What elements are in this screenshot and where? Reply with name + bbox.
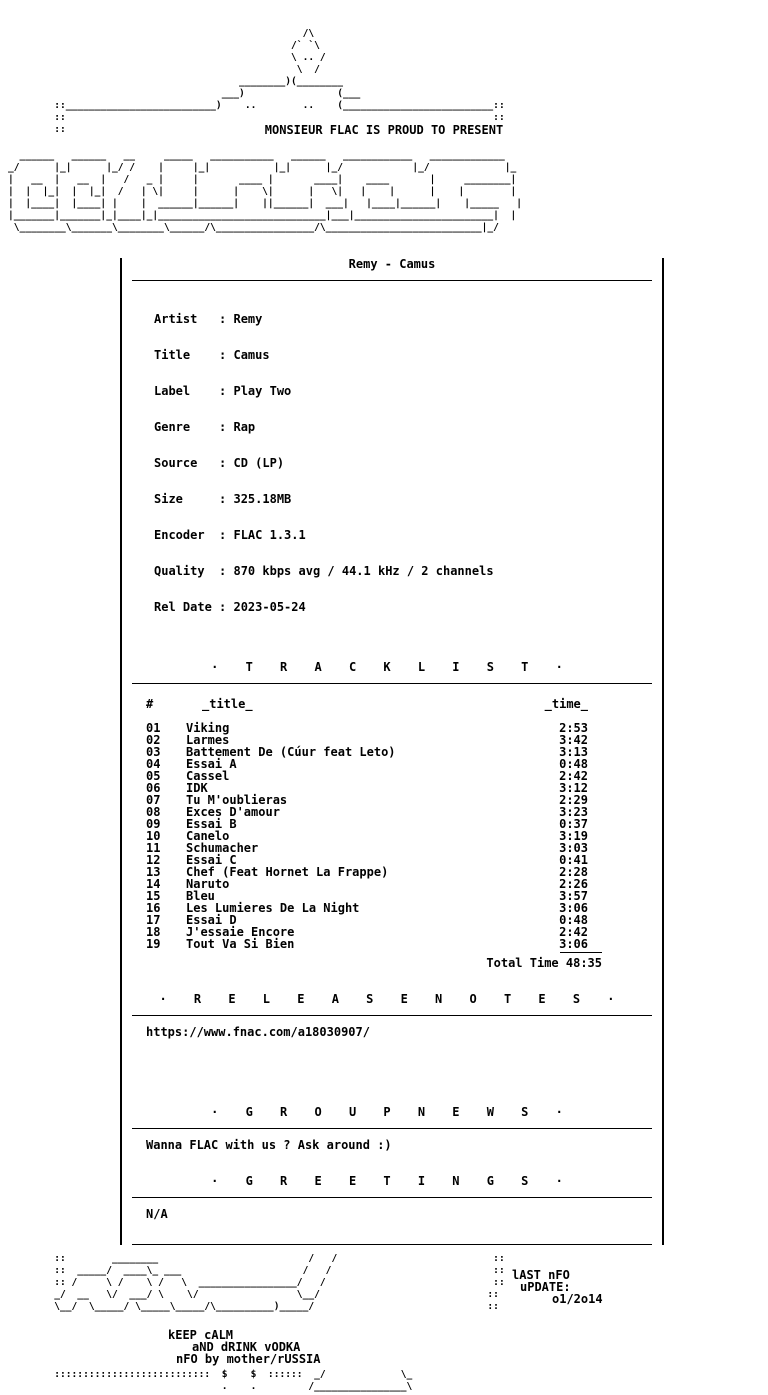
track-number: 07 xyxy=(146,793,161,807)
track-title: Battement De (Cúur feat Leto) xyxy=(186,745,396,759)
track-time: 2:42 xyxy=(559,769,588,783)
footer-bottom-art: ::::::::::::::::::::::::::: $ $ :::::: _/ \_ . . /________________\ xyxy=(54,1369,413,1392)
divider xyxy=(132,1015,652,1016)
track-title: Schumacher xyxy=(186,841,259,855)
track-row xyxy=(146,938,588,950)
track-number: 14 xyxy=(146,877,161,891)
track-number: 16 xyxy=(146,901,161,915)
total-time: Total Time 48:35 xyxy=(486,956,602,970)
release-notes-heading: · R E L E A S E N O T E S · xyxy=(159,992,625,1006)
nfo-credit: nFO by mother/rUSSIA xyxy=(176,1352,321,1366)
track-title: Exces D'amour xyxy=(186,805,280,819)
release-title: Remy - Camus xyxy=(348,257,436,271)
divider xyxy=(132,683,652,684)
track-title: Tout Va Si Bien xyxy=(186,937,295,951)
track-number: 11 xyxy=(146,841,161,855)
info-artist: Artist : Remy xyxy=(154,312,263,326)
track-title: Canelo xyxy=(186,829,230,843)
track-title: Chef (Feat Hornet La Frappe) xyxy=(186,865,389,879)
greetings-text: N/A xyxy=(146,1207,168,1221)
track-title: J'essaie Encore xyxy=(186,925,295,939)
track-time: 3:57 xyxy=(559,889,588,903)
track-time: 0:41 xyxy=(559,853,588,867)
col-number: # xyxy=(146,697,154,711)
track-title: Essai C xyxy=(186,853,237,867)
track-time: 3:06 xyxy=(559,937,588,951)
track-title: Naruto xyxy=(186,877,230,891)
last-nfo-label: lAST nFO xyxy=(512,1268,570,1282)
divider xyxy=(132,1128,652,1129)
track-time: 0:48 xyxy=(559,913,588,927)
track-title: Tu M'oublieras xyxy=(186,793,288,807)
track-number: 05 xyxy=(146,769,161,783)
divider xyxy=(132,280,652,281)
track-row xyxy=(146,770,588,782)
track-title: IDK xyxy=(186,781,208,795)
info-label: Label : Play Two xyxy=(154,384,292,398)
col-time: _time_ xyxy=(544,697,588,711)
track-time: 3:06 xyxy=(559,901,588,915)
nfo-document xyxy=(8,28,760,1395)
track-time: 2:42 xyxy=(559,925,588,939)
track-title: Les Lumieres De La Night xyxy=(186,901,360,915)
track-time: 3:12 xyxy=(559,781,588,795)
greetings-heading: · G R E E T I N G S · xyxy=(211,1174,573,1188)
track-number: 17 xyxy=(146,913,161,927)
track-number: 18 xyxy=(146,925,161,939)
track-number: 10 xyxy=(146,829,161,843)
col-title: _title_ xyxy=(202,697,253,711)
track-title: Essai B xyxy=(186,817,237,831)
group-logo-art: ______ ______ __ _____ ___________ ______ ____________ _____________ _/ |_| |_/ / | |_| |_| |_/ |_/ |_ | __ | __ | / _ | | ____ | ____| ____ | ________| | | |_| | |_| / | \| | | \| | \| | | | | | | |____| |____| | | ______|______| ||______| ___| |____|______| |_____ | |_______|_______|_|____|_|_____________________________|___|________________________| | \________\_______\________\______/\_________________/\___________________________|_/ xyxy=(8,150,523,233)
tracklist-header xyxy=(146,698,588,710)
keep-calm-text: kEEP cALM xyxy=(168,1328,234,1342)
track-title: Cassel xyxy=(186,769,230,783)
group-news-text: Wanna FLAC with us ? Ask around :) xyxy=(146,1138,392,1152)
track-title: Larmes xyxy=(186,733,230,747)
info-size: Size : 325.18MB xyxy=(154,492,292,506)
track-number: 13 xyxy=(146,865,161,879)
track-number: 01 xyxy=(146,721,161,735)
track-number: 06 xyxy=(146,781,161,795)
release-notes-text: https://www.fnac.com/a18030907/ xyxy=(146,1025,370,1039)
track-time: 0:37 xyxy=(559,817,588,831)
track-number: 04 xyxy=(146,757,161,771)
track-rows xyxy=(146,722,588,950)
info-quality: Quality : 870 kbps avg / 44.1 kHz / 2 channels xyxy=(154,564,494,578)
track-number: 19 xyxy=(146,937,161,951)
group-news-heading: · G R O U P N E W S · xyxy=(211,1105,573,1119)
track-time: 3:03 xyxy=(559,841,588,855)
track-time: 2:53 xyxy=(559,721,588,735)
info-source: Source : CD (LP) xyxy=(154,456,285,470)
info-genre: Genre : Rap xyxy=(154,420,256,434)
info-rel-date: Rel Date : 2023-05-24 xyxy=(154,600,306,614)
present-line: MONSIEUR FLAC IS PROUD TO PRESENT xyxy=(264,123,504,137)
total-rule xyxy=(560,952,602,953)
info-encoder: Encoder : FLAC 1.3.1 xyxy=(154,528,306,542)
track-number: 08 xyxy=(146,805,161,819)
track-number: 15 xyxy=(146,889,161,903)
track-title: Viking xyxy=(186,721,230,735)
track-title: Essai A xyxy=(186,757,237,771)
track-number: 03 xyxy=(146,745,161,759)
update-date: o1/2o14 xyxy=(552,1292,603,1306)
tracklist xyxy=(146,697,602,970)
footer xyxy=(8,1245,760,1395)
drink-vodka-text: aND dRINK vODKA xyxy=(192,1340,301,1354)
track-time: 0:48 xyxy=(559,757,588,771)
track-time: 3:42 xyxy=(559,733,588,747)
track-title: Bleu xyxy=(186,889,215,903)
tracklist-heading: · T R A C K L I S T · xyxy=(211,660,573,674)
divider xyxy=(132,1197,652,1198)
track-number: 02 xyxy=(146,733,161,747)
info-title: Title : Camus xyxy=(154,348,270,362)
track-number: 12 xyxy=(146,853,161,867)
release-info xyxy=(154,289,652,637)
track-number: 09 xyxy=(146,817,161,831)
header-ornament-art: /\ /` `\ \ .. / \ / ________)(________ ___) (___ ::__________________________) .. .. (__________________________:: :: :: :: xyxy=(54,28,505,135)
track-time: 3:13 xyxy=(559,745,588,759)
track-title: Essai D xyxy=(186,913,237,927)
track-time: 3:19 xyxy=(559,829,588,843)
track-time: 2:26 xyxy=(559,877,588,891)
track-time: 2:29 xyxy=(559,793,588,807)
track-time: 3:23 xyxy=(559,805,588,819)
nfo-body xyxy=(120,258,664,1245)
footer-logo-art: :: ________ / / :: :: _____/ ____\_ ___ / / :: :: / \ / \ / \ _________________/ / :: _/ __ \/ ___/ \ \/ \__/ :: \__/ \_____/ \_____\_____/\__________)_____/ :: xyxy=(54,1253,505,1312)
track-time: 2:28 xyxy=(559,865,588,879)
update-label: uPDATE: xyxy=(520,1280,571,1294)
